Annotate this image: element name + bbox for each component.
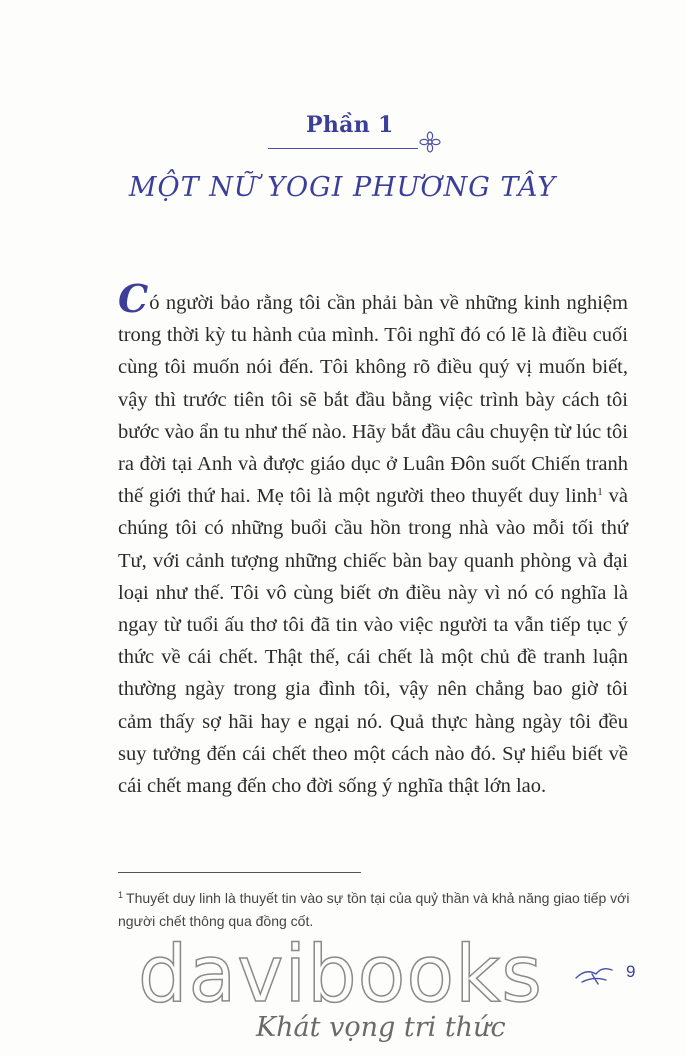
- footnote-divider: [118, 872, 361, 873]
- watermark-tagline: Khát vọng tri thức: [256, 1012, 506, 1043]
- part-heading: [268, 112, 458, 158]
- body-paragraph: [118, 276, 628, 802]
- flower-icon: [418, 130, 442, 154]
- part-underline: [268, 148, 418, 149]
- footnote: [118, 887, 638, 933]
- body-text-part-2: và chúng tôi có những buổi cầu hồn trong nhà vào mỗi tối thứ Tư, với cảnh tượng những chiếc bàn bay quanh phòng và đại loại như thế. Tôi vô cùng biết ơn điều này vì nó có nghĩa là ngay từ tuổi ấu thơ tôi đã tin vào việc người ta vẫn tiếp tục ý thức về cái chết. Thật thế, cái chết là một chủ đề tranh luận thường ngày trong gia đình tôi, vậy nên chẳng bao giờ tôi cảm thấy sợ hãi hay e ngại nó. Quả thực hàng ngày tôi đều suy tưởng đến cái chết theo một cách nào đó. Sự hiểu biết về cái chết mang đến cho đời sống ý nghĩa thật lớn lao.: [118, 485, 628, 798]
- bird-icon: [572, 962, 628, 988]
- drop-cap: C: [118, 276, 149, 321]
- watermark-logo: davibooks: [138, 930, 543, 1020]
- footnote-reference[interactable]: 1: [597, 486, 603, 499]
- chapter-title: MỘT NỮ YOGI PHƯƠNG TÂY: [128, 172, 557, 203]
- part-title: Phần 1: [306, 112, 394, 138]
- footnote-text: Thuyết duy linh là thuyết tin vào sự tồn tại của quỷ thần và khả năng giao tiếp với người chết thông qua đồng cốt.: [118, 890, 630, 929]
- page-number: 9: [626, 962, 636, 981]
- footnote-marker: 1: [118, 890, 124, 900]
- body-text-part-1: ó người bảo rằng tôi cần phải bàn về những kinh nghiệm trong thời kỳ tu hành của mình. Tôi nghĩ đó có lẽ là điều cuối cùng tôi muốn nói đến. Tôi không rõ điều quý vị muốn biết, vậy thì trước tiên tôi sẽ bắt đầu bằng việc trình bày cách tôi bước vào ẩn tu như thế nào. Hãy bắt đầu câu chuyện từ lúc tôi ra đời tại Anh và được giáo dục ở Luân Đôn suốt Chiến tranh thế giới thứ hai. Mẹ tôi là một người theo thuyết duy linh: [118, 292, 628, 508]
